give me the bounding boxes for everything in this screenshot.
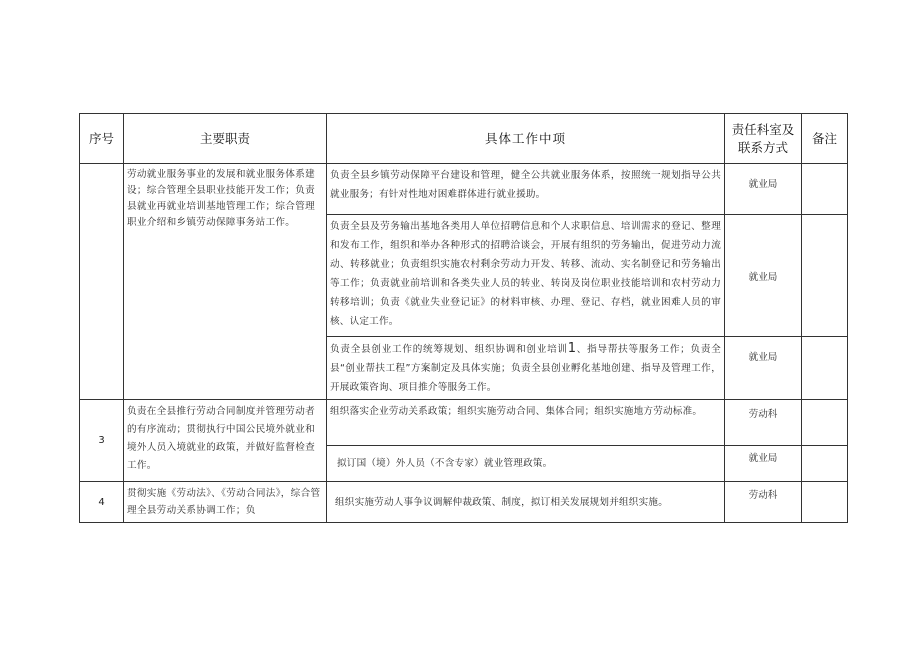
task-text-part: 、指导帮扶等服务工作；负责全县“创业帮扶工程”方案制定及具体实施；负责全县创业孵化基地创建、指导及管理工作，开展政策咨询、项目推介等服务工作。: [330, 344, 721, 393]
note-cell: [802, 482, 848, 523]
header-note: 备注: [802, 114, 848, 164]
header-dept: 责任科室及联系方式: [725, 114, 802, 164]
note-cell: [802, 446, 848, 482]
task-cell: 组织落实企业劳动关系政策；组织实施劳动合同、集体合同；组织实施地方劳动标准。: [327, 400, 725, 446]
task-cell: 拟订国（境）外人员（不含专家）就业管理政策。: [327, 446, 725, 482]
duty-table: [79, 113, 848, 523]
header-no: 序号: [80, 114, 124, 164]
dept-cell: 就业局: [725, 215, 802, 337]
header-duty: 主要职责: [124, 114, 327, 164]
task-text-part: 负责全县创业工作的统筹规划、组织协调和创业培训: [330, 344, 568, 355]
table-row: [80, 400, 848, 446]
dept-cell: 劳动科: [725, 482, 802, 523]
dept-cell: 就业局: [725, 337, 802, 400]
duty-cell: 负责在全县推行劳动合同制度并管理劳动者的有序流动；贯彻执行中国公民境外就业和境外人员入境就业的政策，并做好监督检查工作。: [124, 400, 327, 482]
note-cell: [802, 337, 848, 400]
dept-cell: 就业局: [725, 446, 802, 482]
task-cell: [327, 337, 725, 400]
task-cell: 负责全县及劳务输出基地各类用人单位招聘信息和个人求职信息、培训需求的登记、整理和发布工作，组织和举办各种形式的招聘洽谈会，开展有组织的劳务输出，促进劳动力流动、转移就业；负责组织实施农村剩余劳动力开发、转移、流动、实名制登记和劳务输出等工作；负责就业前培训和各类失业人员的转业、转岗及岗位职业技能培训和农村劳动力转移培训；负责《就业失业登记证》的材料审核、办理、登记、存档，就业困难人员的审核、认定工作。: [327, 215, 725, 337]
task-cell: 组织实施劳动人事争议调解仲裁政策、制度，拟订相关发展规划并组织实施。: [327, 482, 725, 523]
row-number: 4: [80, 482, 124, 523]
duty-cell: 贯彻实施《劳动法》、《劳动合同法》，综合管理全县劳动关系协调工作；负: [124, 482, 327, 523]
note-cell: [802, 164, 848, 215]
duty-cell: 劳动就业服务事业的发展和就业服务体系建设；综合管理全县职业技能开发工作；负责县就业再就业培训基地管理工作；综合管理职业介绍和乡镇劳动保障事务站工作。: [124, 164, 327, 400]
header-row: [80, 114, 848, 164]
task-text-number: 1: [567, 341, 577, 356]
dept-cell: 劳动科: [725, 400, 802, 446]
dept-cell: 就业局: [725, 164, 802, 215]
table-row: [80, 482, 848, 523]
row-number: [80, 164, 124, 400]
header-task: 具体工作中项: [327, 114, 725, 164]
task-cell: 负责全县乡镇劳动保障平台建设和管理，健全公共就业服务体系，按照统一规划指导公共就业服务；有针对性地对困难群体进行就业援助。: [327, 164, 725, 215]
row-number: 3: [80, 400, 124, 482]
note-cell: [802, 215, 848, 337]
note-cell: [802, 400, 848, 446]
table-row: [80, 164, 848, 215]
